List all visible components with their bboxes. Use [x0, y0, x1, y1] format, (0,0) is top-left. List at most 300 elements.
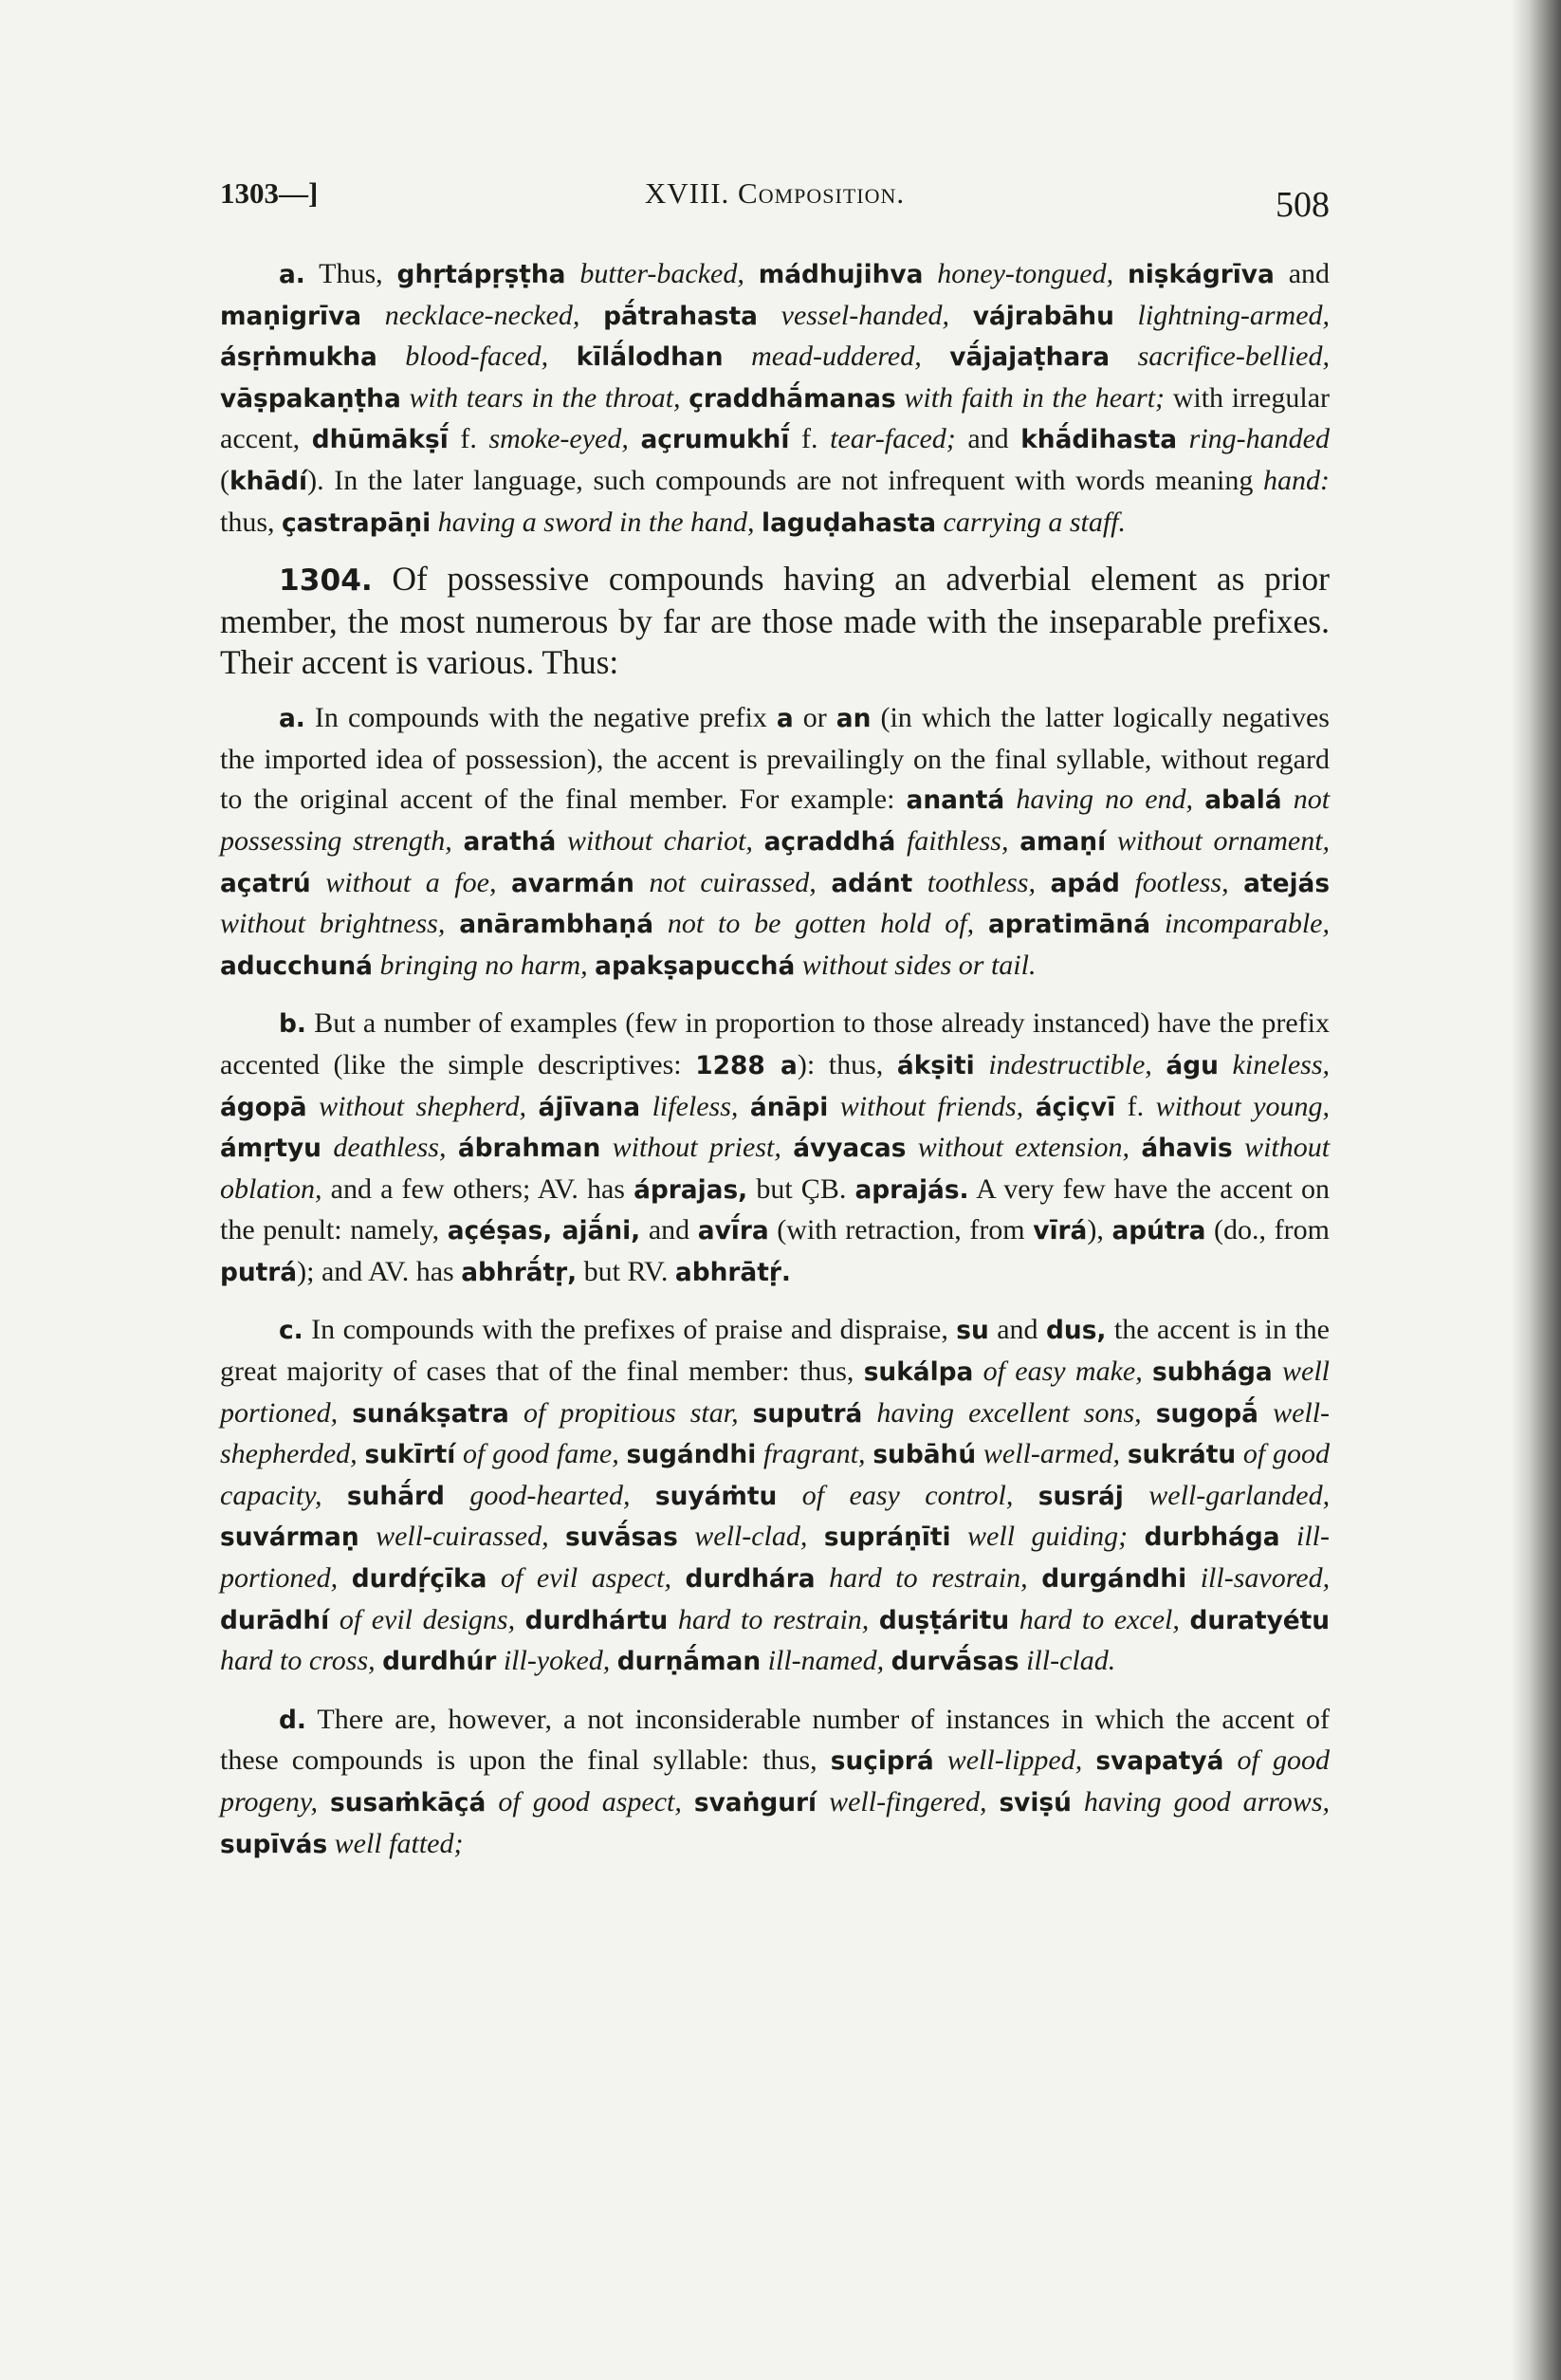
gloss-text: toothless, — [927, 866, 1036, 898]
body-text: A very few have the accent on the penult: namely, — [220, 1172, 1330, 1246]
body-text — [668, 1604, 678, 1635]
sanskrit-term: durgándhi — [1041, 1564, 1187, 1595]
sanskrit-term: laguḍahasta — [762, 507, 937, 538]
body-text: Of possessive compounds having an adverbial element as prior member, the most numerous by far are those made with the inseparable prefixes. Their accent is various. Thus: — [220, 560, 1330, 682]
body-text — [1013, 1480, 1038, 1511]
body-text — [634, 867, 650, 898]
sanskrit-term: durdhúr — [382, 1647, 497, 1677]
body-text — [951, 1521, 967, 1552]
sanskrit-term: anantá — [906, 785, 1005, 816]
sanskrit-term: 1288 a — [695, 1050, 798, 1080]
body-text — [974, 908, 988, 939]
sanskrit-term: açéṣas, ajā́ni, — [447, 1216, 641, 1246]
body-text: (do., from — [1205, 1214, 1330, 1246]
sanskrit-term: susaṁkāçá — [330, 1788, 487, 1817]
sanskrit-term: anārambhaṇá — [459, 910, 653, 940]
body-text — [640, 1091, 652, 1122]
sanskrit-term: vīrá — [1033, 1216, 1088, 1246]
body-text — [327, 1828, 335, 1859]
gloss-text: having excellent sons, — [876, 1396, 1142, 1429]
sanskrit-term: ánāpi — [749, 1092, 829, 1122]
body-text — [1124, 1480, 1148, 1511]
gloss-text: indestructible, — [988, 1048, 1152, 1080]
sanskrit-term: sugándhi — [626, 1440, 757, 1470]
sanskrit-term: açatrú — [220, 868, 311, 898]
sanskrit-term: duratyétu — [1189, 1605, 1331, 1635]
body-text: ). In the later language, such compounds are not infrequent with words meaning — [307, 464, 1263, 496]
chapter-title: XVIII. Composition. — [644, 176, 906, 210]
page-body — [220, 254, 1330, 1865]
gloss-text: honey-tongued, — [937, 258, 1114, 289]
body-text: f. — [448, 423, 489, 455]
body-text: but ÇB. — [747, 1172, 855, 1205]
body-text — [1128, 1521, 1144, 1552]
gloss-text: with faith in the heart; — [904, 381, 1166, 414]
body-text: (in which the latter logically negatives the imported idea of possession), the accent is prevailingly on the final syllable, without regard to the original accent of the final member. For example: — [220, 702, 1330, 816]
sanskrit-term: sukálpa — [863, 1357, 974, 1388]
body-text — [1114, 300, 1138, 331]
body-text — [321, 1132, 333, 1163]
body-text — [869, 1604, 879, 1635]
body-text — [496, 867, 511, 898]
body-text: In compounds with the prefixes of praise and dispraise, — [303, 1314, 957, 1346]
gloss-text: without shepherd, — [319, 1090, 526, 1122]
body-text — [755, 507, 762, 538]
gloss-text: well portioned, — [220, 1356, 1331, 1429]
running-header — [220, 176, 1330, 233]
gloss-text: vessel-handed, — [780, 299, 950, 331]
body-text: ( — [220, 464, 230, 496]
body-text — [975, 1049, 989, 1080]
sanskrit-term: águ — [1166, 1050, 1219, 1080]
body-text — [1072, 1786, 1084, 1817]
body-text — [610, 1645, 617, 1676]
body-text: the accent is in the great majority of cases that of the final member: thus, — [220, 1314, 1330, 1388]
body-text: or — [793, 702, 836, 734]
sanskrit-term: sviṣú — [999, 1788, 1072, 1817]
sanskrit-term: svapatyá — [1095, 1746, 1224, 1777]
gloss-text: ill-named, — [767, 1645, 885, 1677]
body-text — [556, 825, 567, 857]
gloss-text: footless, — [1134, 866, 1229, 898]
paragraph-1303a — [220, 254, 1330, 544]
body-text — [934, 1744, 947, 1776]
gloss-text: not cuirassed, — [649, 866, 817, 898]
body-text — [817, 867, 832, 898]
sanskrit-term: duṣṭáritu — [878, 1605, 1010, 1635]
sanskrit-term: susráj — [1038, 1481, 1124, 1511]
gloss-text: blood-faced, — [405, 341, 549, 373]
sanskrit-term: maṇigrīva — [220, 301, 362, 331]
paragraph-1304 — [220, 559, 1330, 683]
body-text — [895, 825, 907, 857]
body-text: but RV. — [577, 1255, 675, 1287]
gloss-text: well guiding; — [967, 1521, 1129, 1553]
body-text — [515, 1604, 525, 1635]
sanskrit-term: arathá — [463, 826, 557, 857]
body-text — [487, 1562, 501, 1594]
sanskrit-term: 1304. — [279, 563, 373, 599]
body-text: and — [1274, 258, 1331, 289]
sanskrit-term: suçiprá — [830, 1746, 934, 1777]
body-text — [761, 1645, 768, 1676]
body-text: and a few others; AV. has — [321, 1172, 634, 1205]
body-text — [1142, 1397, 1156, 1429]
gloss-text: well-armed, — [983, 1438, 1121, 1470]
body-text — [884, 1645, 891, 1676]
body-text — [1143, 1356, 1152, 1387]
body-text: and — [955, 423, 1021, 455]
gloss-text: not possessing strength, — [220, 784, 1331, 857]
sanskrit-term: suvármaṇ — [220, 1522, 359, 1553]
body-text — [828, 1091, 840, 1122]
sanskrit-term: apútra — [1111, 1216, 1206, 1246]
gloss-text: ill-yoked, — [503, 1645, 611, 1677]
gloss-text: of easy make, — [983, 1356, 1143, 1388]
gloss-text: of good capacity, — [220, 1438, 1331, 1511]
gloss-text: of propitious star, — [523, 1396, 739, 1429]
sanskrit-term: sunákṣatra — [352, 1398, 509, 1429]
sanskrit-term: an — [836, 704, 872, 734]
body-text — [1120, 1438, 1128, 1469]
gloss-text: hand: — [1263, 464, 1330, 496]
body-text — [376, 1645, 383, 1676]
body-text — [1004, 784, 1016, 815]
gloss-text: deathless, — [333, 1132, 447, 1164]
gloss-text: having good arrows, — [1083, 1786, 1330, 1817]
body-text: Thus, — [304, 258, 397, 289]
body-text — [526, 1091, 539, 1122]
body-text — [338, 1397, 352, 1429]
body-text — [321, 1480, 346, 1511]
sanskrit-term: ágopā — [220, 1092, 307, 1122]
body-text — [1019, 1645, 1027, 1676]
paragraph-1304b — [220, 1004, 1330, 1293]
body-text: f. — [1115, 1090, 1156, 1122]
gloss-text: bringing no harm, — [379, 949, 588, 981]
body-text — [1236, 1438, 1243, 1469]
sanskrit-term: açrumukhī́ — [640, 425, 790, 455]
body-text — [922, 341, 950, 372]
body-text — [1219, 1049, 1233, 1080]
body-text — [678, 1521, 694, 1552]
body-text — [1129, 1132, 1141, 1163]
body-text — [1193, 784, 1204, 815]
sanskrit-term: durvā́sas — [891, 1647, 1019, 1677]
gloss-text: carrying a staff. — [943, 506, 1127, 538]
body-text — [548, 341, 577, 372]
body-text — [1120, 867, 1135, 898]
sanskrit-term: kīlā́lodhan — [576, 342, 724, 373]
body-text — [976, 1438, 983, 1469]
sanskrit-term: apratimāná — [987, 910, 1151, 940]
body-text — [1223, 1744, 1237, 1776]
sanskrit-term: supráṇīti — [823, 1522, 951, 1553]
sanskrit-term: durādhí — [220, 1605, 330, 1635]
body-text: But a number of examples (few in proportion to those already instanced) have the prefix accented (like the simple descriptives: — [220, 1007, 1330, 1080]
body-text — [923, 258, 937, 289]
body-text — [329, 1604, 340, 1635]
sanskrit-term: b. — [279, 1009, 306, 1040]
body-text: (with retraction, from — [768, 1214, 1034, 1246]
body-text — [1177, 423, 1189, 454]
gloss-text: of evil designs, — [339, 1603, 516, 1635]
body-text — [619, 1438, 627, 1469]
gloss-text: without a foe, — [325, 866, 497, 898]
body-text — [795, 950, 802, 981]
section-reference: 1303—] — [220, 176, 319, 210]
gloss-text: ill-clad. — [1026, 1645, 1116, 1677]
sanskrit-term: apakṣapucchá — [595, 950, 796, 981]
body-text — [1258, 1397, 1273, 1429]
body-text — [1186, 1562, 1201, 1594]
body-text — [1180, 1604, 1190, 1635]
sanskrit-term: áhavis — [1141, 1134, 1233, 1164]
sanskrit-term: suyáṁtu — [654, 1481, 778, 1511]
gloss-text: having no end, — [1016, 784, 1194, 816]
body-text: ), — [1087, 1214, 1112, 1246]
body-text — [630, 1480, 654, 1511]
sanskrit-term: supīvás — [220, 1829, 328, 1859]
gloss-text: well-clad, — [694, 1521, 808, 1553]
body-text — [739, 1397, 753, 1429]
body-text: ): thus, — [797, 1048, 897, 1080]
body-text — [1082, 1744, 1095, 1776]
sanskrit-term: avī́ra — [697, 1216, 769, 1246]
gloss-text: without ornament, — [1116, 824, 1331, 857]
gloss-text: with tears in the throat, — [409, 381, 681, 414]
body-text — [912, 867, 927, 898]
body-text — [753, 825, 764, 857]
gloss-text: well-fingered, — [829, 1786, 987, 1817]
body-text — [1110, 341, 1138, 372]
sanskrit-term: dus, — [1046, 1316, 1107, 1346]
body-text — [452, 825, 464, 857]
gloss-text: fragrant, — [763, 1438, 866, 1470]
body-text — [377, 341, 406, 372]
sanskrit-term: áprajas, — [634, 1174, 748, 1205]
sanskrit-term: atejás — [1243, 868, 1331, 898]
sanskrit-term: amaṇí — [1019, 826, 1107, 857]
body-text — [936, 507, 944, 538]
body-text — [486, 1786, 498, 1817]
body-text — [986, 1786, 999, 1817]
sanskrit-term: mádhujihva — [758, 260, 924, 289]
gloss-text: of easy control, — [801, 1479, 1014, 1511]
page-edge-shadow — [1512, 0, 1561, 2380]
gloss-text: lifeless, — [652, 1090, 739, 1122]
body-text — [359, 1521, 376, 1552]
body-text — [1009, 1604, 1019, 1635]
body-text — [307, 1091, 320, 1122]
sanskrit-term: sugopā́ — [1155, 1398, 1258, 1429]
gloss-text: without sides or tail. — [801, 949, 1037, 981]
body-text — [816, 1562, 830, 1594]
gloss-text: tear-faced; — [830, 423, 956, 455]
gloss-text: smoke-eyed, — [488, 423, 629, 455]
sanskrit-term: vā́jajaṭhara — [949, 342, 1111, 373]
gloss-text: of good progeny, — [220, 1744, 1331, 1817]
sanskrit-term: khādí — [230, 466, 308, 496]
body-text — [496, 1645, 504, 1676]
gloss-text: of good fame, — [463, 1438, 619, 1470]
body-text — [756, 1438, 763, 1469]
body-text — [671, 1562, 686, 1594]
body-text — [1152, 1049, 1166, 1080]
gloss-text: sacrifice-bellied, — [1137, 341, 1330, 373]
body-text: and — [988, 1314, 1047, 1346]
body-text: with irregular accent, — [220, 381, 1330, 455]
body-text — [311, 867, 326, 898]
sanskrit-term: d. — [279, 1705, 306, 1735]
body-text — [1036, 867, 1051, 898]
sanskrit-term: dhūmākṣī́ — [311, 425, 449, 455]
gloss-text: lightning-armed, — [1137, 299, 1331, 331]
body-text — [338, 1562, 352, 1594]
sanskrit-term: açraddhá — [763, 826, 896, 857]
sanskrit-term: abalá — [1204, 785, 1282, 816]
gloss-text: well-lipped, — [946, 1744, 1083, 1777]
body-text — [724, 341, 752, 372]
body-text — [906, 1132, 917, 1163]
sanskrit-term: apád — [1050, 868, 1120, 898]
sanskrit-term: ájīvana — [538, 1092, 641, 1122]
body-text: and — [640, 1214, 698, 1246]
paragraph-1304a — [220, 698, 1330, 987]
sanskrit-term: avarmán — [510, 868, 634, 898]
gloss-text: ring-handed — [1188, 423, 1330, 455]
body-text — [445, 908, 459, 939]
body-text — [862, 1397, 876, 1429]
body-text — [744, 258, 759, 289]
gloss-text: ill-savored, — [1200, 1562, 1331, 1595]
gloss-text: mead-uddered, — [751, 341, 922, 373]
body-text: In compounds with the negative prefix — [304, 702, 777, 734]
body-text — [949, 300, 973, 331]
sanskrit-term: durdhára — [685, 1564, 816, 1595]
body-text — [973, 1356, 983, 1387]
body-text: ); and AV. has — [297, 1255, 462, 1287]
body-text: There are, however, a not inconsiderable number of instances in which the accent of these compounds is upon the final syllable: thus, — [220, 1703, 1330, 1777]
sanskrit-term: durdṛ́çīka — [351, 1564, 487, 1595]
body-text — [758, 300, 781, 331]
sanskrit-term: putrá — [220, 1257, 298, 1287]
gloss-text: good-hearted, — [469, 1479, 631, 1511]
sanskrit-term: çastrapāṇi — [282, 507, 432, 538]
body-text — [1028, 1562, 1042, 1594]
body-text — [600, 1132, 612, 1163]
sanskrit-term: ávyacas — [793, 1134, 907, 1164]
body-text — [807, 1521, 823, 1552]
page-number: 508 — [1276, 185, 1330, 225]
sanskrit-term: pā́trahasta — [603, 301, 758, 331]
gloss-text: well fatted; — [334, 1827, 464, 1859]
gloss-text: without extension, — [917, 1132, 1129, 1164]
body-text — [549, 1521, 565, 1552]
sanskrit-term: ábrahman — [457, 1134, 601, 1164]
gloss-text: without brightness, — [220, 908, 446, 940]
gloss-text: necklace-necked, — [384, 299, 580, 331]
sanskrit-term: durdhártu — [524, 1605, 669, 1635]
body-text — [629, 423, 641, 454]
gloss-text: having a sword in the hand, — [437, 506, 755, 538]
sanskrit-term: áçiçvī — [1035, 1092, 1116, 1122]
body-text — [1282, 784, 1294, 815]
gloss-text: hard to excel, — [1019, 1603, 1180, 1635]
body-text: f. — [789, 423, 831, 455]
sanskrit-term: ghṛtápṛṣṭha — [396, 260, 566, 289]
body-text — [579, 300, 603, 331]
gloss-text: well-garlanded, — [1148, 1479, 1331, 1511]
body-text — [509, 1397, 523, 1429]
body-text — [781, 1132, 793, 1163]
body-text — [1280, 1521, 1296, 1552]
sanskrit-term: ámṛtyu — [220, 1134, 321, 1164]
gloss-text: hard to cross, — [220, 1645, 376, 1677]
sanskrit-term: sukīrtí — [364, 1440, 456, 1470]
gloss-text: without young, — [1155, 1090, 1331, 1122]
sanskrit-term: c. — [279, 1316, 303, 1346]
sanskrit-term: sukrátu — [1127, 1440, 1237, 1470]
sanskrit-term: niṣkágrīva — [1127, 260, 1275, 289]
body-text — [445, 1480, 469, 1511]
body-text — [653, 908, 668, 939]
body-text — [318, 1786, 330, 1817]
body-text — [1008, 825, 1019, 857]
gloss-text: without chariot, — [567, 824, 753, 857]
body-text — [1233, 1132, 1244, 1163]
sanskrit-term: durbhága — [1144, 1522, 1280, 1553]
sanskrit-term: a. — [279, 704, 305, 734]
sanskrit-term: aprajás. — [854, 1174, 969, 1205]
sanskrit-term: abhrā́tṛ, — [461, 1257, 578, 1287]
sanskrit-term: suvā́sas — [565, 1522, 678, 1553]
body-text — [1113, 258, 1128, 289]
sanskrit-term: subhága — [1152, 1357, 1273, 1388]
sanskrit-term: a — [776, 704, 794, 734]
body-text — [1229, 867, 1244, 898]
sanskrit-term: subāhú — [872, 1440, 977, 1470]
body-text — [817, 1786, 829, 1817]
sanskrit-term: su — [956, 1316, 989, 1346]
gloss-text: without friends, — [839, 1090, 1024, 1122]
body-text — [1106, 825, 1117, 857]
gloss-text: ill-portioned, — [220, 1521, 1330, 1595]
gloss-text: well-shepherded, — [220, 1396, 1331, 1470]
body-text — [681, 382, 689, 414]
sanskrit-term: ásṛṅmukha — [220, 342, 377, 373]
gloss-text: hard to restrain, — [829, 1562, 1028, 1595]
sanskrit-term: suhā́rd — [346, 1481, 445, 1511]
body-text — [361, 300, 385, 331]
sanskrit-term: vájrabāhu — [972, 301, 1114, 331]
paragraph-1304c — [220, 1310, 1330, 1682]
gloss-text: without oblation, — [220, 1132, 1331, 1205]
gloss-text: of evil aspect, — [501, 1562, 671, 1595]
sanskrit-term: çraddhā́manas — [689, 383, 896, 414]
body-text — [1150, 908, 1165, 939]
gloss-text: kineless, — [1232, 1048, 1331, 1080]
body-text — [738, 1091, 750, 1122]
sanskrit-term: svaṅgurí — [693, 1788, 817, 1817]
body-text — [566, 258, 580, 289]
sanskrit-term: durṇā́man — [616, 1647, 762, 1677]
gloss-text: butter-backed, — [579, 258, 744, 289]
gloss-text: without priest, — [612, 1132, 781, 1164]
sanskrit-term: vāṣpakaṇṭha — [220, 383, 401, 414]
gloss-text: well-cuirassed, — [376, 1521, 549, 1553]
body-text: thus, — [220, 506, 283, 538]
